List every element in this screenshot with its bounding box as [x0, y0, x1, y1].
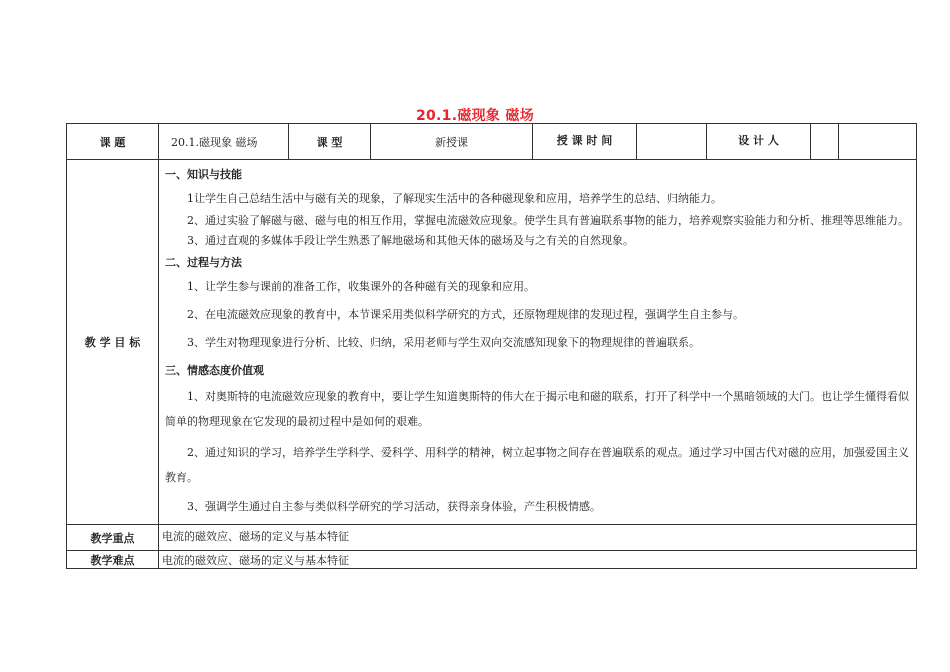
paragraph: 3、学生对物理现象进行分析、比较、归纳，采用老师与学生双向交流感知现象下的物理规律的普遍联系。 — [187, 336, 700, 349]
paragraph: 3、强调学生通过自主参与类似科学研究的学习活动，获得亲身体验，产生积极情感。 — [187, 500, 601, 513]
key-points-label: 教学重点 — [67, 525, 159, 551]
time-value — [637, 124, 707, 160]
paragraph: 2、在电流磁效应现象的教育中，本节课采用类似科学研究的方式，还原物理规律的发现过程，强调学生自主参与。 — [187, 308, 744, 321]
objectives-row — [67, 160, 917, 525]
key-points-row — [67, 525, 917, 551]
objectives-content — [159, 160, 917, 525]
time-label: 授 课 时 间 — [533, 124, 637, 160]
paragraph: 1让学生自己总结生活中与磁有关的现象，了解现实生活中的各种磁现象和应用，培养学生的总结、归纳能力。 — [187, 192, 722, 205]
paragraph: 3、通过直观的多媒体手段让学生熟悉了解地磁场和其他天体的磁场及与之有关的自然现象。 — [187, 234, 634, 247]
paragraph: 1、让学生参与课前的准备工作，收集课外的各种磁有关的现象和应用。 — [187, 280, 535, 293]
header-row — [67, 124, 917, 160]
difficulties-label: 教学难点 — [67, 551, 159, 569]
difficulties-value: 电流的磁效应、磁场的定义与基本特征 — [159, 551, 917, 569]
lesson-plan-table — [66, 123, 917, 569]
paragraph: 2、通过实验了解磁与磁、磁与电的相互作用，掌握电流磁效应现象。使学生具有普遍联系事物的能力，培养观察实验能力和分析、推理等思维能力。 — [187, 214, 909, 227]
paragraph: 1、对奥斯特的电流磁效应现象的教育中，要让学生知道奥斯特的伟大在于揭示电和磁的联系，打开了科学中一个黑暗领域的大门。也让学生懂得看似简单的物理现象在它发现的最初过程中是如何的艰难。 — [165, 390, 909, 428]
document-title: 20.1.磁现象 磁场 — [415, 108, 535, 124]
designer-spacer — [811, 124, 839, 160]
type-value: 新授课 — [371, 124, 533, 160]
section-heading: 三、情感态度价值观 — [165, 364, 264, 377]
designer-value — [839, 124, 917, 160]
key-points-value: 电流的磁效应、磁场的定义与基本特征 — [159, 525, 917, 551]
section-heading: 二、过程与方法 — [165, 256, 242, 269]
paragraph: 2、通过知识的学习，培养学生学科学、爱科学、用科学的精神，树立起事物之间存在普遍联系的观点。通过学习中国古代对磁的应用，加强爱国主义教育。 — [165, 446, 909, 484]
type-label: 课 型 — [289, 124, 371, 160]
difficulties-row — [67, 551, 917, 569]
designer-label: 设 计 人 — [707, 124, 811, 160]
objectives-label: 教 学 目 标 — [67, 160, 159, 525]
topic-label: 课 题 — [67, 124, 159, 160]
section-heading: 一、知识与技能 — [165, 168, 242, 181]
topic-value: 20.1.磁现象 磁场 — [159, 124, 289, 160]
